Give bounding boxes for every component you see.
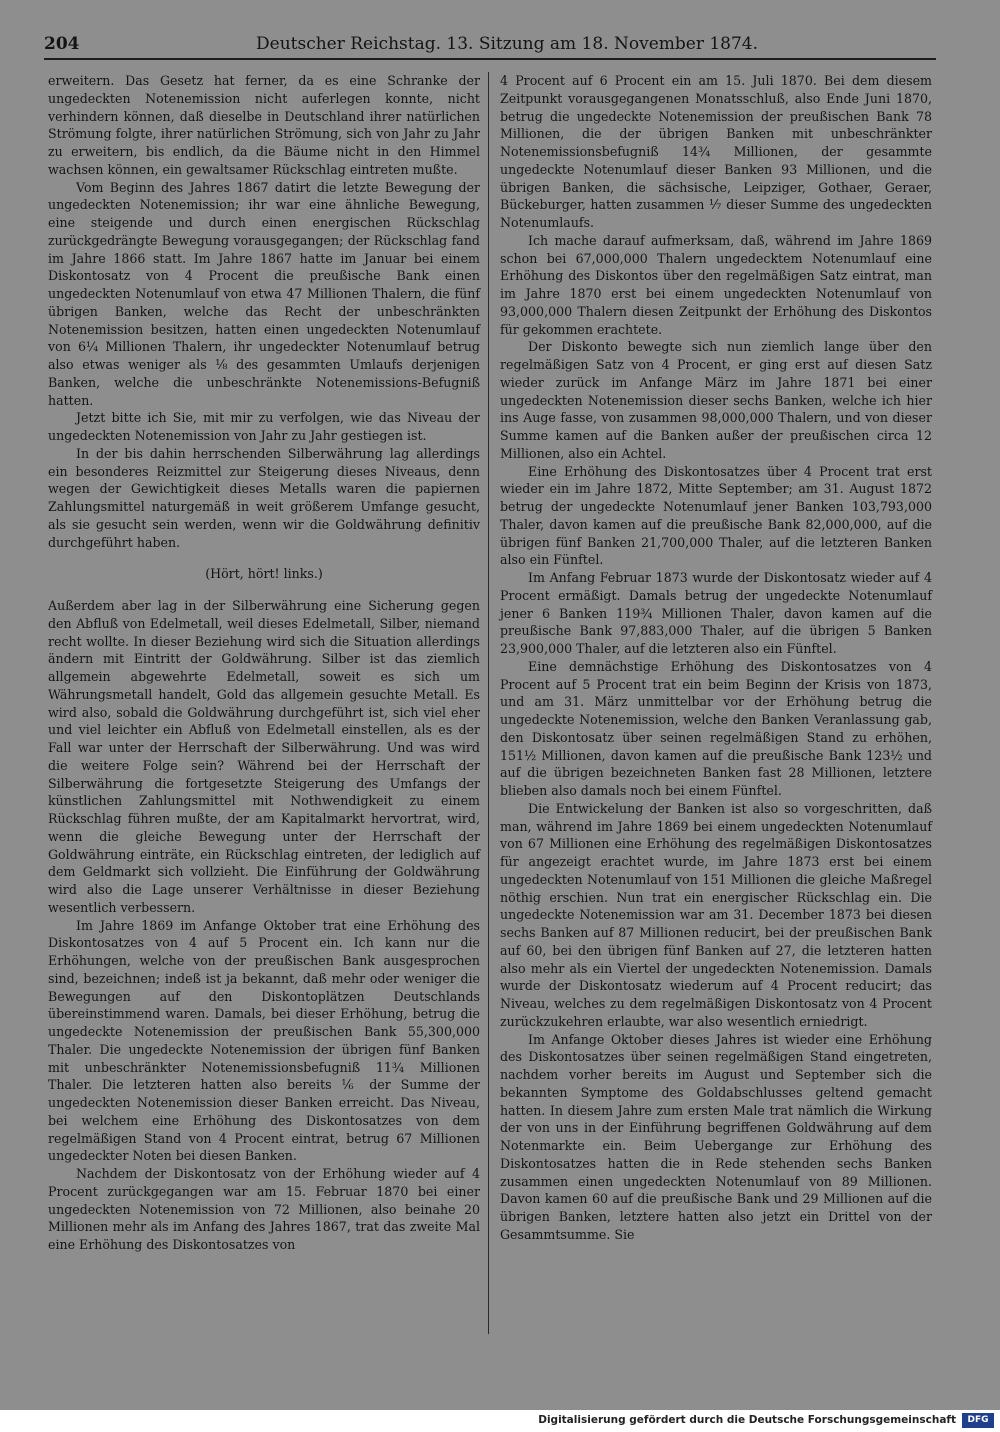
running-title: Deutscher Reichstag. 13. Sitzung am 18. November 1874.	[256, 34, 759, 54]
paragraph: erweitern. Das Gesetz hat ferner, da es eine Schranke der ungedeckten Notenemission nicht auferlegen konnte, nicht verhindern können, daß dieselbe in Deutschland ihrer natürlichen Strömung folgte, ihrer natürlichen Strömung, sich von Jahr zu Jahr zu erweitern, bis endlich, da die Bäume nicht in den Himmel wachsen können, ein gewaltsamer Rückschlag eintreten mußte.	[48, 73, 480, 177]
paragraph: Jetzt bitte ich Sie, mit mir zu verfolgen, wie das Niveau der ungedeckten Notenemission von Jahr zu Jahr gestiegen ist.	[48, 410, 480, 443]
paragraph: Eine demnächstige Erhöhung des Diskontosatzes von 4 Procent auf 5 Procent trat ein beim Beginn der Krisis von 1873, und am 31. März unmittelbar vor der Erhöhung betrug die ungedeckte Notenemission, welche den Banken Veranlassung gab, den Diskontosatz über seinen regelmäßigen Stand zu erhöhen, 151½ Millionen, davon kamen auf die preußische Bank 123½ und auf die übrigen bezeichneten Banken fast 28 Millionen, letztere blieben also damals noch bei einem Fünftel.	[500, 658, 932, 798]
paragraph: Nachdem der Diskontosatz von der Erhöhung wieder auf 4 Procent zurückgegangen war am 15. Februar 1870 bei einer ungedeckten Notenemission von 72 Millionen, also beinahe 20 Millionen mehr als im Anfang des Jahres 1867, trat das zweite Mal eine Erhöhung des Diskontosatzes von	[48, 1166, 480, 1252]
paragraph: 4 Procent auf 6 Procent ein am 15. Juli 1870. Bei dem diesem Zeitpunkt vorausgegangenen Monatsschluß, also Ende Juni 1870, betrug die ungedeckte Notenemission der preußischen Bank 78 Millionen, die der übrigen Banken mit unbeschränkter Notenemissionsbefugniß 14¾ Millionen, der gesammte ungedeckte Notenumlauf dieser Banken 93 Millionen, und die übrigen Banken, die sächsische, Leipziger, Gothaer, Geraer, Bückeburger, hatten zusammen ⅐ dieser Summe des ungedeckten Notenumlaufs.	[500, 73, 932, 230]
paragraph: Im Jahre 1869 im Anfange Oktober trat eine Erhöhung des Diskontosatzes von 4 auf 5 Procent ein. Ich kann nur die Erhöhungen, welche von der preußischen Bank ausgesprochen sind, bezeichnen; indeß ist ja bekannt, daß mehr oder weniger die Bewegungen auf den Diskontoplätzen Deutschlands übereinstimmend waren. Damals, bei dieser Erhöhung, betrug die ungedeckte Notenemission der preußischen Bank 55,300,000 Thaler. Die ungedeckte Notenemission der übrigen fünf Banken mit unbeschränkter Notenemissionsbefugniß 11¾ Millionen Thaler. Die letzteren hatten also bereits ⅙ der Summe der ungedeckten Notenemission dieser Banken erreicht. Das Niveau, bei welchem eine Erhöhung des Diskontosatzes von dem regelmäßigen Stand von 4 Procent eintrat, betrug 67 Millionen ungedeckter Noten bei diesen Banken.	[48, 917, 480, 1164]
interjection: (Hört, hört! links.)	[205, 566, 323, 582]
paragraph: Im Anfange Oktober dieses Jahres ist wieder eine Erhöhung des Diskontosatzes über seinen regelmäßigen Stand eingetreten, nachdem vorher bereits im August und September sich die bekannten Symptome des Goldabschlusses geltend gemacht hatten. In diesem Jahre zum ersten Male trat nämlich die Wirkung der von uns in der Einführung begriffenen Goldwährung auf dem Notenmarkte ein. Beim Uebergange zur Erhöhung des Diskontosatzes hatten die in Rede stehenden sechs Banken zusammen einen ungedeckten Notenumlauf von 89 Millionen. Davon kamen 60 auf die preußische Bank und 29 Millionen auf die übrigen Banken, letztere hatten also jetzt ein Drittel von der Gesammtsumme. Sie	[500, 1031, 932, 1242]
paragraph: In der bis dahin herrschenden Silberwährung lag allerdings ein besonderes Reizmittel zur Steigerung dieses Niveaus, denn wegen der Gewichtigkeit dieses Metalls waren die papiernen Zahlungsmittel naturgemäß in weit größerem Umfange gesucht, als sie gesucht sein werden, wenn wir die Goldwährung definitiv durchgeführt haben.	[48, 445, 480, 550]
header-rule	[44, 58, 936, 60]
page-number: 204	[44, 34, 80, 54]
page-header	[44, 32, 759, 58]
left-column	[48, 72, 480, 1254]
paragraph: Der Diskonto bewegte sich nun ziemlich lange über den regelmäßigen Satz von 4 Procent, er ging erst auf diesen Satz wieder zurück im Anfange März im Jahre 1871 bei einer ungedeckten Notenemission dieser sechs Banken, welche ich hier ins Auge fasse, von zusammen 98,000,000 Thalern, und von dieser Summe kamen auf die Banken außer der preußischen circa 12 Millionen, also ein Achtel.	[500, 339, 932, 461]
paragraph: Vom Beginn des Jahres 1867 datirt die letzte Bewegung der ungedeckten Notenemission; ihr war eine ähnliche Bewegung, eine steigende und durch einen energischen Rückschlag zurückgedrängte Bewegung vorausgegangen; der Rückschlag fand im Jahre 1866 statt. Im Jahre 1867 hatte im Januar bei einem Diskontosatz von 4 Procent die preußische Bank einen ungedeckten Notenumlauf von etwa 47 Millionen Thalern, die fünf übrigen Banken, welche das Recht der unbeschränkten Notenemission besitzen, hatten einen ungedeckten Notenumlauf von 6¼ Millionen Thalern, ihr ungedeckter Notenumlauf betrug also etwas weniger als ⅛ des gesammten Umlaufs derjenigen Banken, welche die unbeschränkte Notenemissions-Befugniß hatten.	[48, 179, 480, 408]
digitization-credit: Digitalisierung gefördert durch die Deutsche Forschungsgemeinschaft	[538, 1414, 956, 1426]
dfg-logo: DFG	[962, 1413, 994, 1428]
paragraph: Im Anfang Februar 1873 wurde der Diskontosatz wieder auf 4 Procent ermäßigt. Damals betrug der ungedeckte Notenumlauf jener 6 Banken 119¾ Millionen Thaler, davon kamen auf die preußische Bank 97,883,000 Thaler, auf die übrigen 5 Banken 23,900,000 Thaler, auf die letzteren also ein Fünftel.	[500, 570, 932, 656]
paragraph: Die Entwickelung der Banken ist also so vorgeschritten, daß man, während im Jahre 1869 bei einem ungedeckten Notenumlauf von 67 Millionen eine Erhöhung des regelmäßigen Diskontosatzes für angezeigt erachtet wurde, im Jahre 1873 erst bei einem ungedeckten Notenumlauf von 151 Millionen die gleiche Maßregel nöthig erschien. Nun trat ein energischer Rückschlag ein. Die ungedeckte Notenemission war am 31. December 1873 bei diesen sechs Banken auf 87 Millionen reducirt, bei der preußischen Bank auf 60, bei den übrigen fünf Banken auf 27, die letzteren hatten also mehr als ein Viertel der ungedeckten Notenemission. Damals wurde der Diskontosatz wiederum auf 4 Procent reducirt; das Niveau, welches zu dem regelmäßigen Diskontosatz von 4 Procent zurückzukehren erlaubte, war also wesentlich erniedrigt.	[500, 800, 932, 1029]
right-column	[500, 72, 932, 1244]
footer-bar	[0, 1410, 1000, 1432]
paragraph: Außerdem aber lag in der Silberwährung eine Sicherung gegen den Abfluß von Edelmetall, weil dieses Edelmetall, Silber, niemand recht wollte. In dieser Beziehung wird sich die Situation allerdings ändern mit Eintritt der Goldwährung. Silber ist das ziemlich allgemein abgewehrte Edelmetall, soweit es sich um Währungsmetall handelt, Gold das allgemein gesuchte Metall. Es wird also, sobald die Goldwährung durchgeführt ist, sich viel eher und viel leichter ein Abfluß von Edelmetall einstellen, als es der Fall war unter der Herrschaft der Silberwährung. Und was wird die weitere Folge sein? Während bei der Herrschaft der Silberwährung die fortgesetzte Steigerung des Umfangs der künstlichen Zahlungsmittel mit Nothwendigkeit zu einem Rückschlag führen mußte, der am Kapitalmarkt hervortrat, wird, wenn die gleiche Bewegung unter der Herrschaft der Goldwährung einträte, ein Rückschlag eintreten, der lediglich auf dem Geldmarkt sich vollzieht. Die Einführung der Goldwährung wird also die Lage unserer Verhältnisse in dieser Beziehung wesentlich verbessern.	[48, 598, 480, 915]
column-divider	[488, 72, 489, 1334]
paragraph: Eine Erhöhung des Diskontosatzes über 4 Procent trat erst wieder ein im Jahre 1872, Mitte September; am 31. August 1872 betrug der ungedeckte Notenumlauf jener Banken 103,793,000 Thaler, davon kamen auf die preußische Bank 82,000,000, auf die übrigen fünf Banken 21,700,000 Thaler, auf die letzteren Banken also ein Fünftel.	[500, 463, 932, 568]
paragraph: Ich mache darauf aufmerksam, daß, während im Jahre 1869 schon bei 67,000,000 Thalern ungedecktem Notenumlauf eine Erhöhung des Diskontos über den regelmäßigen Satz eintrat, man im Jahre 1870 erst bei einem ungedeckten Notenumlauf von 93,000,000 Thalern diesen Zeitpunkt der Erhöhung des Diskontos für gekommen erachtete.	[500, 232, 932, 337]
